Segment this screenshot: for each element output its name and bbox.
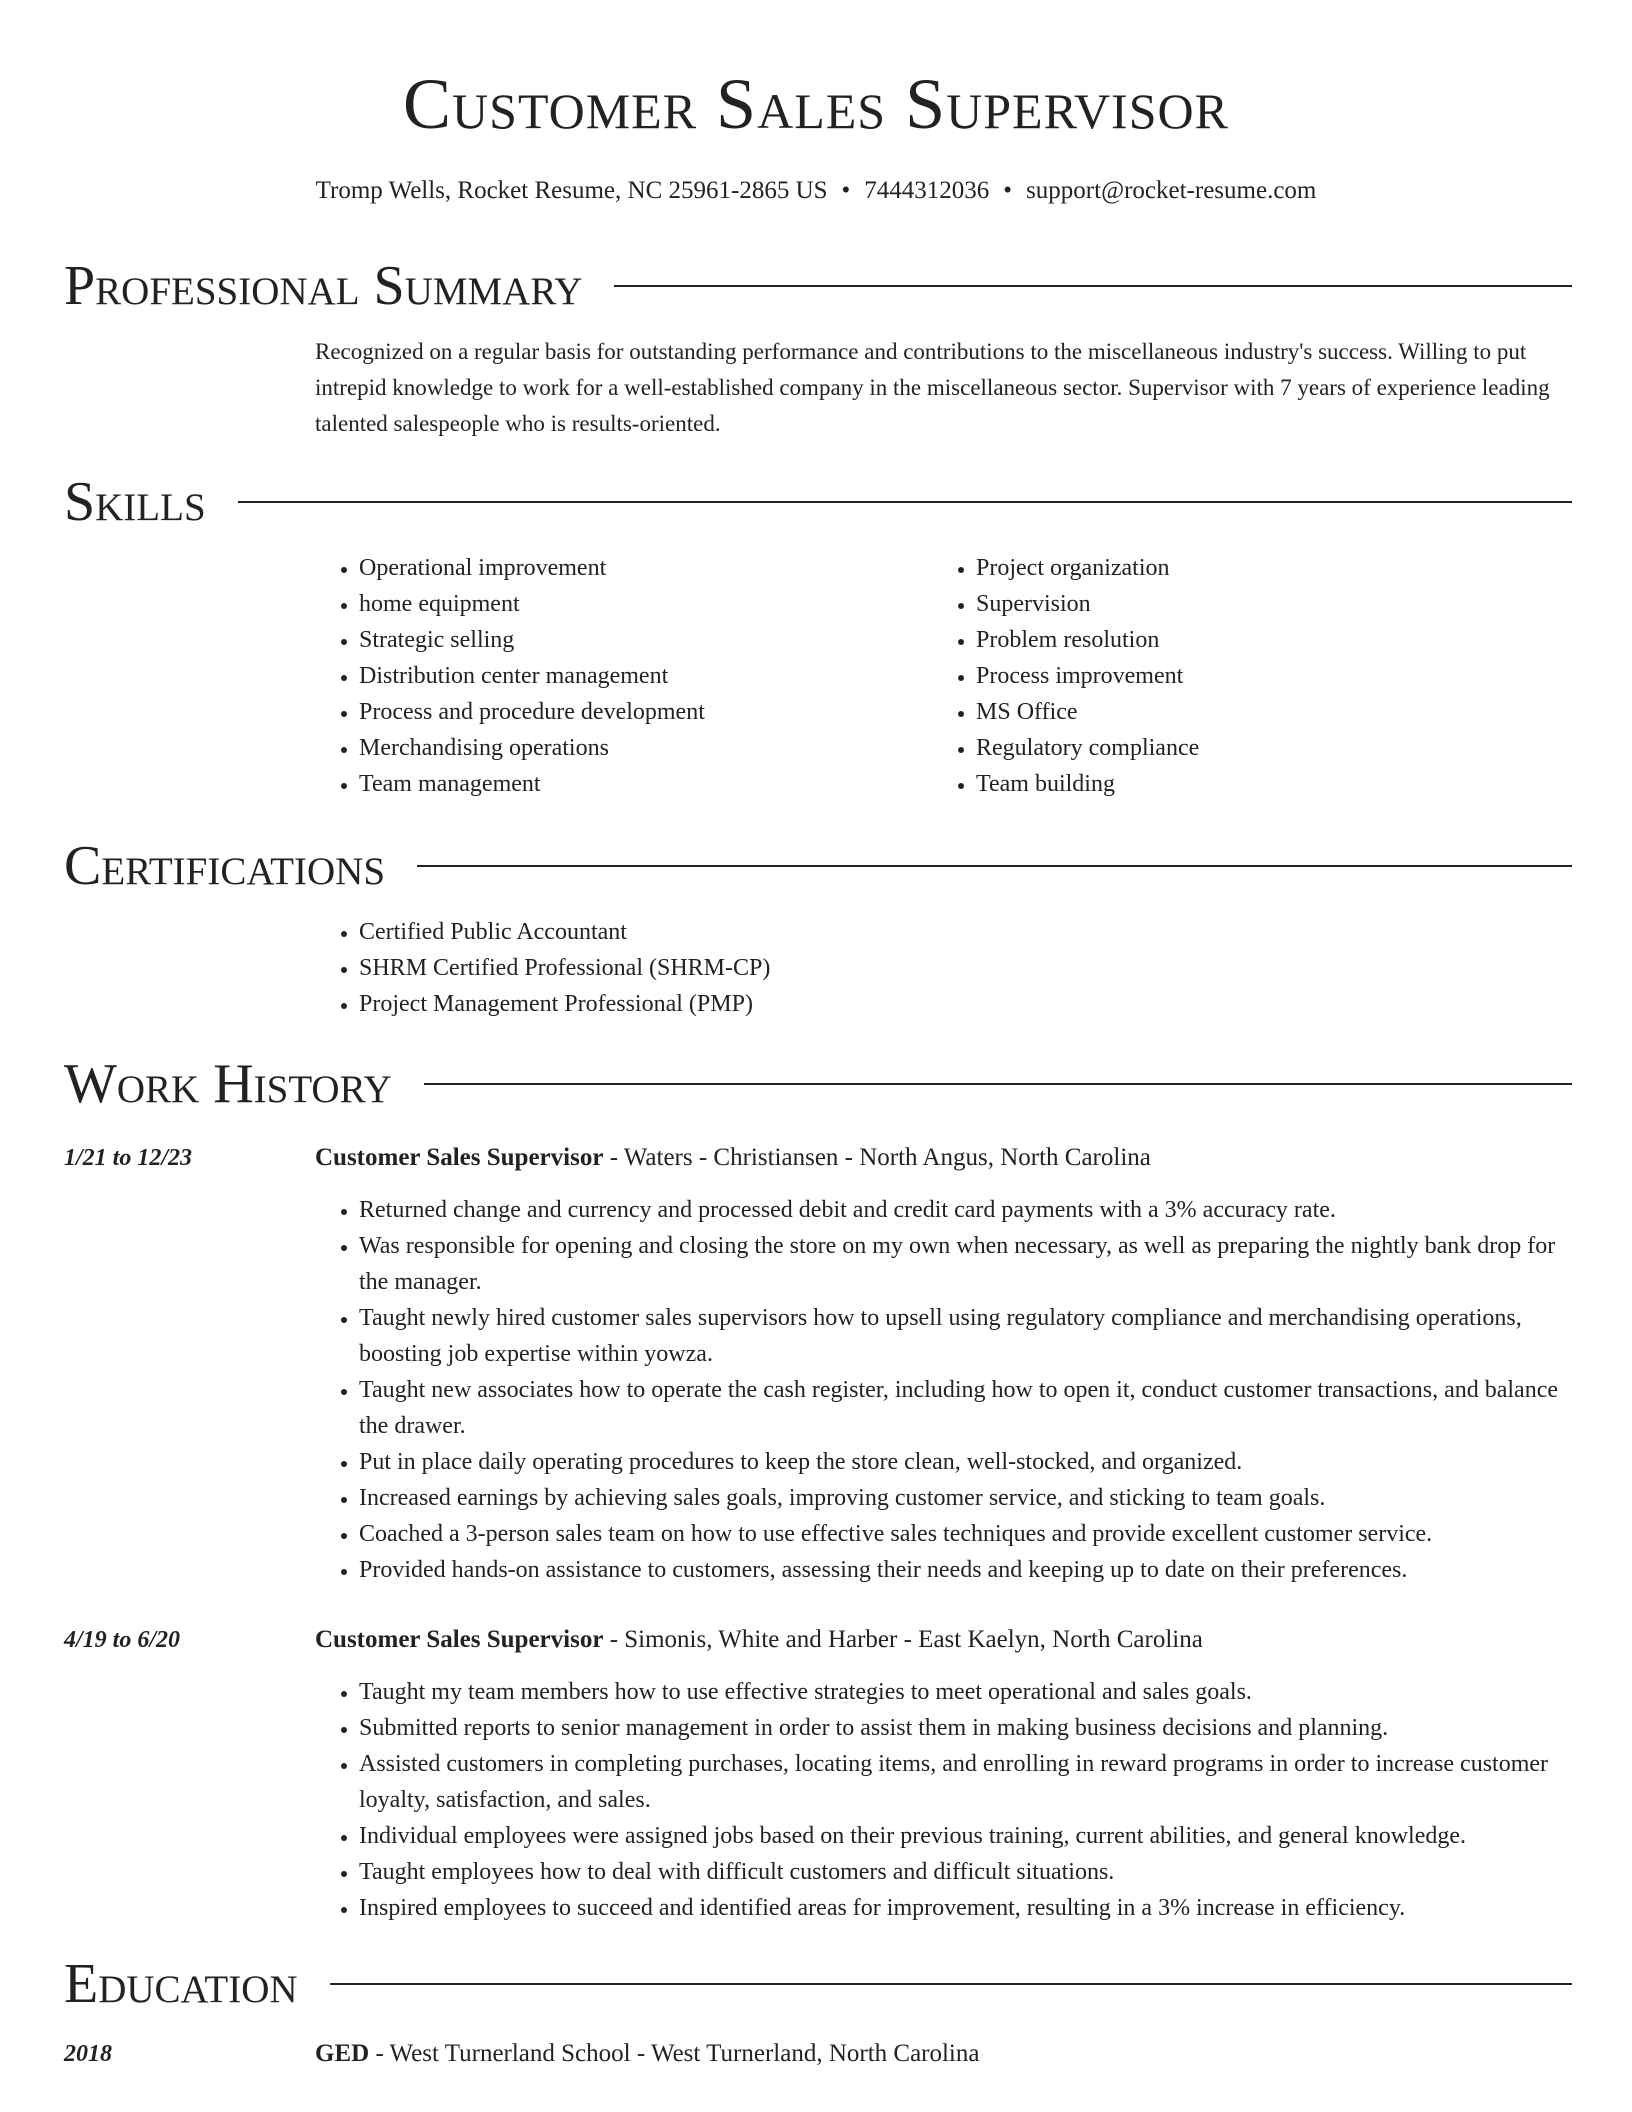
- skills-list-left: [315, 550, 875, 802]
- job-bullet: • Taught my team members how to use effective strategies to meet operational and sales goals.: [359, 1674, 1572, 1710]
- certification-item: • Project Management Professional (PMP): [359, 986, 1572, 1022]
- job-bullet: • Submitted reports to senior management in order to assist them in making business decisions and planning.: [359, 1710, 1572, 1746]
- skill-item: • Team management: [359, 766, 875, 802]
- skills-section-header: [64, 472, 1572, 532]
- education-entry: [315, 2036, 1572, 2072]
- skill-item: • Distribution center management: [359, 658, 875, 694]
- section-divider: [614, 285, 1572, 287]
- skill-item: • Supervision: [976, 586, 1492, 622]
- job-bullet: • Individual employees were assigned jobs based on their previous training, current abilities, and general knowledge.: [359, 1818, 1572, 1854]
- job-bullet: • Increased earnings by achieving sales goals, improving customer service, and sticking to team goals.: [359, 1480, 1572, 1516]
- resume-name: Customer Sales Supervisor: [403, 64, 1229, 144]
- separator: •: [841, 177, 851, 204]
- job-bullet: • Was responsible for opening and closing the store on my own when necessary, as well as preparing the nightly bank drop for the manager.: [359, 1228, 1572, 1300]
- skills-heading: Skills: [64, 471, 206, 533]
- job-title: Customer Sales Supervisor: [315, 1626, 604, 1653]
- job-bullet: • Taught new associates how to operate the cash register, including how to open it, conduct customer transactions, and balance the drawer.: [359, 1372, 1572, 1444]
- summary-section-header: [64, 256, 1572, 316]
- skill-item: • Strategic selling: [359, 622, 875, 658]
- section-divider: [417, 865, 1572, 867]
- skill-item: • Merchandising operations: [359, 730, 875, 766]
- education-degree: GED: [315, 2040, 370, 2067]
- job-bullet: • Taught newly hired customer sales supervisors how to upsell using regulatory compliance and merchandising operations, boosting job expertise within yowza.: [359, 1300, 1572, 1372]
- skill-item: • Project organization: [976, 550, 1492, 586]
- job-employer-location: - Waters - Christiansen - North Angus, North Carolina: [603, 1144, 1151, 1171]
- job-dates: 4/19 to 6/20: [64, 1627, 181, 1653]
- work-history-section-header: [64, 1054, 1572, 1114]
- skill-item: • Team building: [976, 766, 1492, 802]
- certifications-block: [315, 914, 1572, 1022]
- job-bullets-block: [315, 1192, 1572, 1588]
- skills-column-left: [315, 550, 875, 802]
- education-heading: Education: [64, 1953, 298, 2015]
- work-history-heading: Work History: [64, 1053, 392, 1115]
- address: Tromp Wells, Rocket Resume, NC 25961-2865 US: [315, 177, 828, 204]
- skill-item: • Process and procedure development: [359, 694, 875, 730]
- certifications-list: [315, 914, 1572, 1022]
- education-section-header: [64, 1954, 1572, 2014]
- job-heading: [315, 1140, 1572, 1176]
- job-bullet: • Inspired employees to succeed and identified areas for improvement, resulting in a 3% increase in efficiency.: [359, 1890, 1572, 1926]
- skill-item: • Regulatory compliance: [976, 730, 1492, 766]
- skill-item: • Operational improvement: [359, 550, 875, 586]
- certifications-section-header: [64, 836, 1572, 896]
- skill-item: • Process improvement: [976, 658, 1492, 694]
- job-bullet: • Assisted customers in completing purchases, locating items, and enrolling in reward programs in order to increase customer loyalty, satisfaction, and sales.: [359, 1746, 1572, 1818]
- email-link[interactable]: support@rocket-resume.com: [1026, 177, 1317, 204]
- education-year: 2018: [64, 2041, 112, 2067]
- job-dates: 1/21 to 12/23: [64, 1145, 193, 1171]
- section-divider: [424, 1083, 1572, 1085]
- skills-column-right: [932, 550, 1492, 802]
- separator: •: [1003, 177, 1013, 204]
- summary-text: Recognized on a regular basis for outstanding performance and contributions to the miscellaneous industry's success. Willing to put intrepid knowledge to work for a well-established company in the miscellaneous sector. Supervisor with 7 years of experience leading talented salespeople who is results-oriented.: [315, 339, 1550, 436]
- skill-item: • Problem resolution: [976, 622, 1492, 658]
- phone: 7444312036: [864, 177, 990, 204]
- job-bullet: • Taught employees how to deal with difficult customers and difficult situations.: [359, 1854, 1572, 1890]
- job-bullet: • Put in place daily operating procedures to keep the store clean, well-stocked, and organized.: [359, 1444, 1572, 1480]
- certification-item: • SHRM Certified Professional (SHRM-CP): [359, 950, 1572, 986]
- job-bullet: • Coached a 3-person sales team on how to use effective sales techniques and provide excellent customer service.: [359, 1516, 1572, 1552]
- job-title: Customer Sales Supervisor: [315, 1144, 604, 1171]
- contact-line: [0, 176, 1632, 206]
- section-divider: [330, 1983, 1572, 1985]
- certifications-heading: Certifications: [64, 835, 386, 897]
- skills-list-right: [932, 550, 1492, 802]
- skill-item: • MS Office: [976, 694, 1492, 730]
- section-divider: [238, 501, 1572, 503]
- summary-heading: Professional Summary: [64, 255, 583, 317]
- skill-item: • home equipment: [359, 586, 875, 622]
- job-employer-location: - Simonis, White and Harber - East Kaelyn, North Carolina: [603, 1626, 1203, 1653]
- certification-item: • Certified Public Accountant: [359, 914, 1572, 950]
- job-bullets-block: [315, 1674, 1572, 1926]
- job-bullets: [315, 1674, 1572, 1926]
- job-bullets: [315, 1192, 1572, 1588]
- job-bullet: • Provided hands-on assistance to customers, assessing their needs and keeping up to date on their preferences.: [359, 1552, 1572, 1588]
- job-heading: [315, 1622, 1572, 1658]
- job-bullet: • Returned change and currency and processed debit and credit card payments with a 3% accuracy rate.: [359, 1192, 1572, 1228]
- education-school-location: - West Turnerland School - West Turnerland, North Carolina: [369, 2040, 980, 2067]
